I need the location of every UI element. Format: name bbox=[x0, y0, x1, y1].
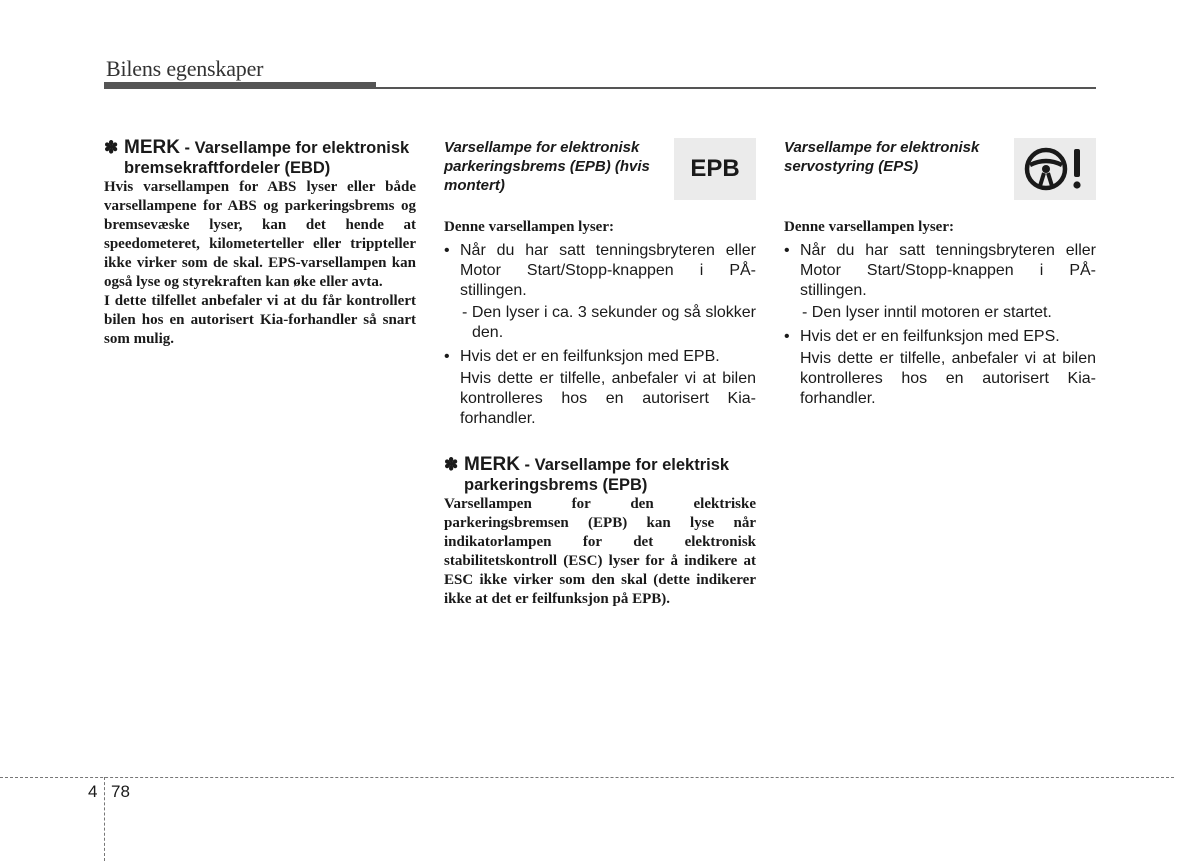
eps-bullet-list bbox=[784, 241, 1096, 301]
list-item bbox=[444, 241, 756, 301]
bullet-text: Hvis det er en feilfunksjon med EPB. bbox=[460, 348, 720, 365]
list-item bbox=[784, 241, 1096, 301]
epb-warning-icon bbox=[674, 138, 756, 200]
column-epb bbox=[444, 138, 756, 609]
eps-bullet-list-2 bbox=[784, 327, 1096, 409]
column-eps bbox=[784, 138, 1096, 409]
epb-dash-item: - Den lyser i ca. 3 sekunder og så slokker den. bbox=[462, 304, 756, 341]
page-chapter-number: 4 bbox=[88, 782, 98, 801]
page-number: 78 bbox=[111, 782, 130, 801]
bullet-text: Når du har satt tenningsbryteren eller Motor Start/Stopp-knappen i PÅ-stillingen. bbox=[800, 242, 1096, 299]
footer-vertical-rule bbox=[104, 777, 105, 861]
epb-note-paragraph: Varsellampen for den elektriske parkeringsbremsen (EPB) kan lyse når indikatorlampen for det elektronisk stabilitetskontroll (ESC) lyser for å indikere at ESC ikke virker som den skal (dette indikerer ikke at det er feilfunksjon på EPB). bbox=[444, 496, 756, 607]
merk-heading-ebd bbox=[104, 138, 416, 178]
eps-dash-item: - Den lyser inntil motoren er startet. bbox=[802, 304, 1052, 321]
merk-label: MERK bbox=[124, 137, 180, 158]
bullet-continuation: Hvis dette er tilfelle, anbefaler vi at bilen kontrolleres hos en autorisert Kia-forhandler. bbox=[800, 350, 1096, 407]
list-item bbox=[784, 327, 1096, 409]
header-rule-thin bbox=[376, 87, 1096, 89]
bullet-icon: • bbox=[784, 242, 790, 259]
list-item bbox=[444, 347, 756, 429]
merk-title: - Varsellampe for elektrisk parkeringsbrems (EPB) bbox=[464, 456, 730, 494]
steering-wheel-warning-icon bbox=[1014, 138, 1096, 200]
epb-section-title: Varsellampe for elektronisk parkeringsbrems (EPB) (hvis montert) bbox=[444, 139, 650, 194]
epb-bullet-list-2 bbox=[444, 347, 756, 429]
epb-icon-label: EPB bbox=[690, 155, 740, 182]
ebd-paragraph-1: Hvis varsellampen for ABS lyser eller både varsellampene for ABS og parkeringsbrems og bremsevæske lyser, kan det hende at speedometeret, kilometerteller eller trippteller ikke virker som de skal. EPS-varsellampen kan også lyse og styrekraften kan øke eller avta. bbox=[104, 179, 416, 290]
footer-rule bbox=[0, 777, 1174, 778]
merk-title: - Varsellampe for elektronisk bremsekraftfordeler (EBD) bbox=[124, 139, 410, 177]
eps-section-title: Varsellampe for elektronisk servostyring (EPS) bbox=[784, 139, 980, 175]
bullet-continuation: Hvis dette er tilfelle, anbefaler vi at bilen kontrolleres hos en autorisert Kia-forhandler. bbox=[460, 370, 756, 427]
bullet-icon: • bbox=[444, 242, 450, 259]
merk-star-icon: ✽ bbox=[444, 455, 459, 474]
epb-subheading: Denne varsellampen lyser: bbox=[444, 219, 614, 235]
bullet-text: Når du har satt tenningsbryteren eller Motor Start/Stopp-knappen i PÅ-stillingen. bbox=[460, 242, 756, 299]
bullet-icon: • bbox=[444, 348, 450, 365]
header-rule-thick bbox=[104, 82, 376, 89]
epb-bullet-list bbox=[444, 241, 756, 301]
bullet-icon: • bbox=[784, 328, 790, 345]
column-ebd-note bbox=[104, 138, 416, 349]
ebd-paragraph-2: I dette tilfellet anbefaler vi at du får kontrollert bilen hos en autorisert Kia-forhandler så snart som mulig. bbox=[104, 293, 416, 347]
bullet-text: Hvis det er en feilfunksjon med EPS. bbox=[800, 328, 1060, 345]
merk-heading-epb bbox=[444, 455, 756, 495]
eps-subheading: Denne varsellampen lyser: bbox=[784, 219, 954, 235]
merk-label: MERK bbox=[464, 454, 520, 475]
page-header-title: Bilens egenskaper bbox=[106, 56, 264, 81]
merk-star-icon: ✽ bbox=[104, 138, 119, 157]
